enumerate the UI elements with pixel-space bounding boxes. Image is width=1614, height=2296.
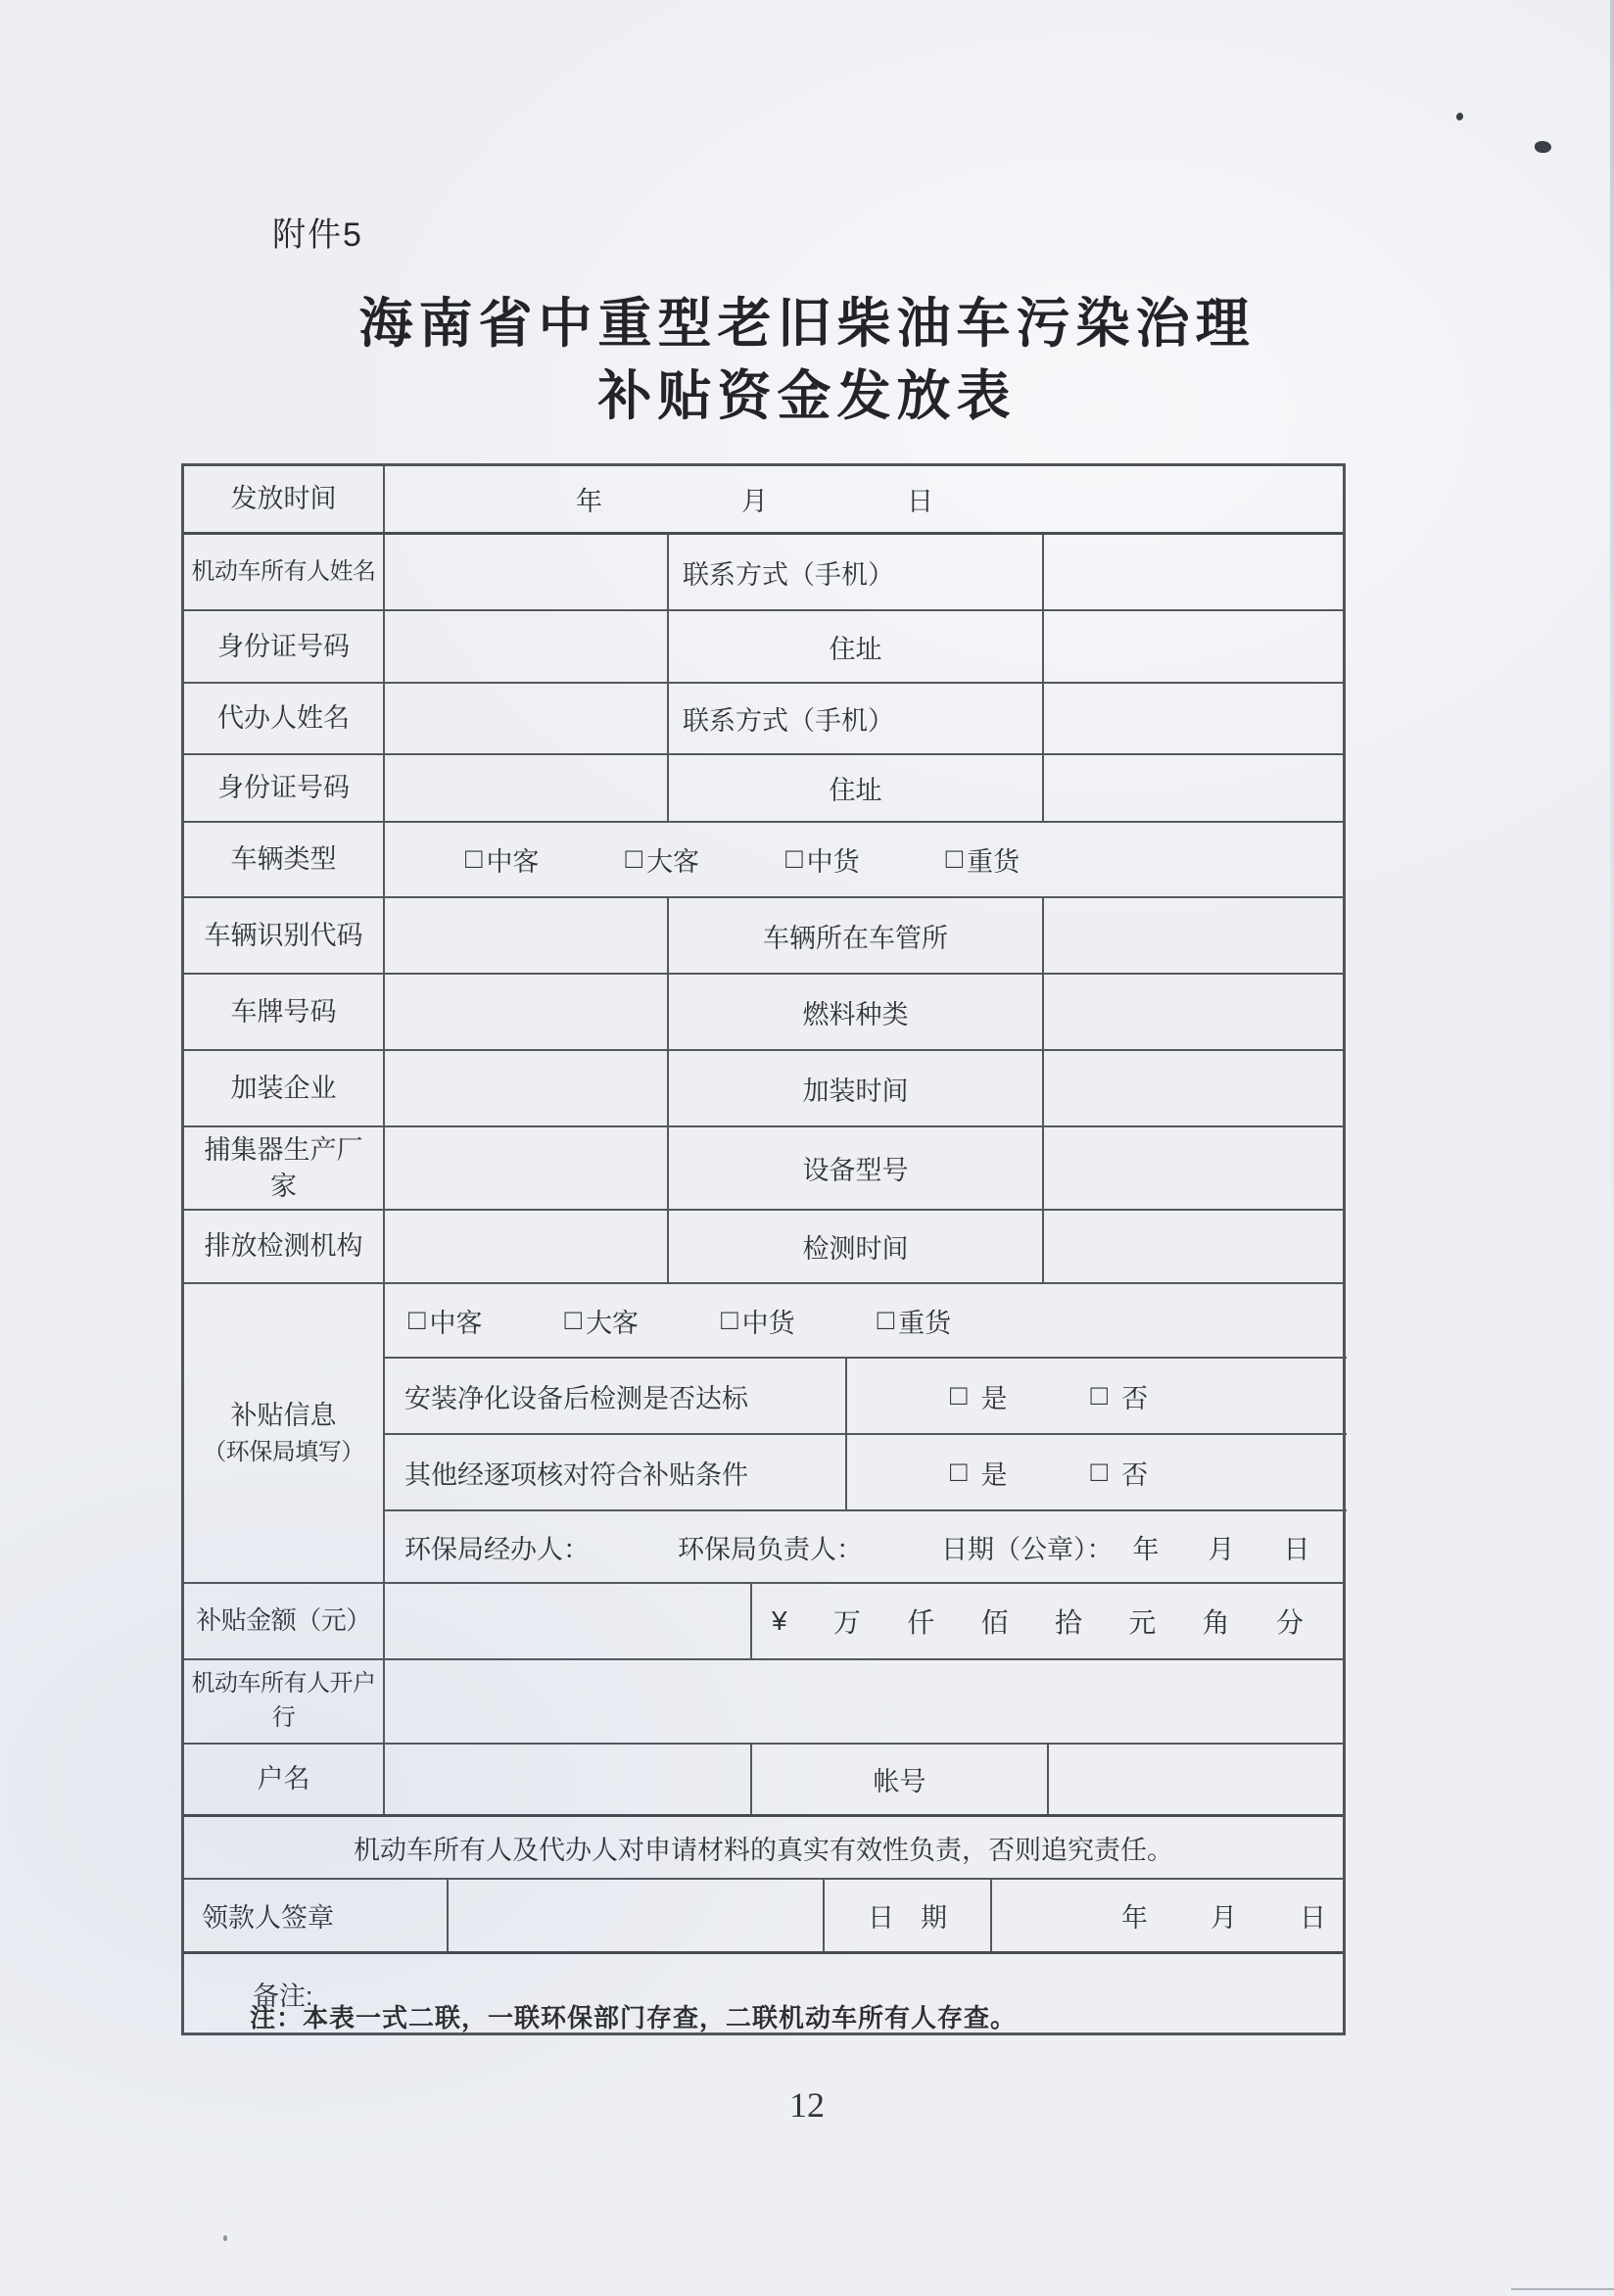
scan-speck [223, 2235, 227, 2241]
subsidy-amount-input-cell [385, 1584, 752, 1658]
row-owner-name [184, 535, 1343, 611]
subsidy-info-label [184, 1284, 385, 1582]
subsidy-info-label-line1: 补贴信息 [230, 1400, 337, 1430]
retrofit-company-label: 加装企业 [184, 1051, 385, 1125]
emission-agency-input-cell [385, 1211, 669, 1282]
month-label: 月 [1210, 1903, 1237, 1933]
row-issue-time [184, 466, 1343, 535]
row-retrofit-company [184, 1051, 1343, 1127]
fuel-type-label: 燃料种类 [669, 975, 1044, 1049]
checkbox-icon: □ [721, 1304, 738, 1336]
checkbox-option [1091, 1454, 1149, 1492]
agent-id-input-cell [385, 755, 669, 821]
checkbox-icon: □ [1090, 1379, 1109, 1411]
row-bank [184, 1660, 1343, 1745]
checkbox-option [565, 1302, 640, 1340]
subsidy-check2-row [385, 1435, 1347, 1511]
bank-input-cell [385, 1660, 1349, 1743]
form-footnote: 注：本表一式二联，一联环保部门存查，二联机动车所有人存查。 [250, 2003, 1018, 2033]
checkbox-option [721, 1302, 795, 1340]
device-model-label: 设备型号 [669, 1127, 1044, 1209]
owner-id-input-cell [385, 611, 669, 682]
row-account [184, 1745, 1343, 1817]
unit-qian: 仟 [907, 1607, 935, 1638]
payee-signature-label: 领款人签章 [184, 1880, 449, 1951]
row-trap-maker [184, 1127, 1343, 1211]
month-label: 月 [1208, 1534, 1235, 1564]
trap-maker-input-cell [385, 1127, 669, 1209]
emission-agency-label: 排放检测机构 [184, 1211, 385, 1282]
agent-name-input-cell [385, 684, 669, 753]
scan-speck [1535, 141, 1551, 153]
checkbox-option-label: 重货 [967, 847, 1021, 877]
epa-handler-label: 环保局经办人： [404, 1534, 590, 1564]
day-label: 日 [907, 487, 933, 516]
row-declaration [184, 1817, 1343, 1880]
issue-time-label: 发放时间 [184, 466, 385, 532]
checkbox-option [950, 1454, 1008, 1492]
retrofit-time-label: 加装时间 [669, 1051, 1044, 1125]
checkbox-option-label: 大客 [646, 847, 700, 877]
checkbox-icon: □ [465, 843, 483, 875]
no-label: 否 [1121, 1459, 1149, 1490]
trap-maker-label-line1: 捕集器生产厂 [204, 1135, 363, 1166]
checkbox-option-label: 大客 [586, 1308, 640, 1338]
subsidy-amount-digits-cell [752, 1584, 1349, 1658]
checkbox-option [408, 1302, 483, 1340]
row-subsidy-info-group [184, 1284, 1343, 1584]
checkbox-option-label: 中货 [806, 847, 860, 877]
row-signature [184, 1880, 1343, 1954]
vin-label: 车辆识别代码 [184, 898, 385, 973]
row-vin [184, 898, 1343, 975]
yes-label: 是 [980, 1459, 1008, 1490]
checkbox-icon: □ [950, 1456, 968, 1488]
checkbox-option-label: 中货 [741, 1308, 795, 1338]
row-agent-name [184, 684, 1343, 755]
unit-fen: 分 [1275, 1607, 1304, 1638]
subsidy-info-label-line2: （环保局填写） [203, 1439, 364, 1466]
subsidy-vehicle-options [385, 1284, 1347, 1357]
owner-address-input-cell [1044, 611, 1344, 682]
subsidy-check1-row [385, 1359, 1347, 1435]
vehicle-office-input-cell [1044, 898, 1344, 973]
month-label: 月 [741, 487, 768, 516]
subsidy-officials-cell [385, 1511, 1347, 1582]
owner-contact-input-cell [1044, 535, 1344, 609]
row-plate [184, 975, 1343, 1051]
owner-name-label: 机动车所有人姓名 [184, 535, 385, 609]
account-number-label: 帐号 [752, 1745, 1049, 1814]
retrofit-company-input-cell [385, 1051, 669, 1125]
trap-maker-label-line2: 家 [270, 1171, 297, 1201]
year-label: 年 [1121, 1903, 1148, 1933]
account-number-input-cell [1049, 1745, 1349, 1814]
day-label: 日 [1300, 1903, 1326, 1933]
row-owner-id [184, 611, 1343, 684]
attachment-label: 附件5 [272, 216, 363, 254]
checkbox-option [465, 840, 540, 879]
yes-label: 是 [980, 1383, 1008, 1413]
checkbox-option-label: 中客 [429, 1308, 483, 1338]
checkbox-icon: □ [1090, 1456, 1109, 1488]
scan-speck [1455, 112, 1464, 121]
signature-date-input-cell [992, 1880, 1343, 1951]
account-name-label: 户名 [184, 1745, 385, 1814]
account-name-input-cell [385, 1745, 752, 1814]
checkbox-option [950, 1377, 1008, 1415]
row-emission-agency [184, 1211, 1343, 1284]
unit-shi: 拾 [1054, 1607, 1082, 1638]
plate-input-cell [385, 975, 669, 1049]
checkbox-icon: □ [408, 1304, 426, 1336]
checkbox-icon: □ [877, 1304, 895, 1336]
unit-bai: 佰 [980, 1607, 1009, 1638]
checkbox-icon: □ [625, 843, 643, 875]
scan-edge-artifact [1610, 0, 1614, 1332]
vehicle-office-label: 车辆所在车管所 [669, 898, 1044, 973]
bank-label-line2: 行 [271, 1704, 296, 1731]
page-number: 12 [789, 2085, 825, 2125]
emission-time-label: 检测时间 [669, 1211, 1044, 1282]
day-label: 日 [1283, 1534, 1310, 1564]
retrofit-time-input-cell [1044, 1051, 1344, 1125]
checkbox-option-label: 中客 [486, 847, 540, 877]
row-subsidy-amount [184, 1584, 1343, 1660]
subsidy-check1-label: 安装净化设备后检测是否达标 [385, 1359, 847, 1433]
owner-name-input-cell [385, 535, 669, 609]
checkbox-option [1091, 1377, 1149, 1415]
subsidy-amount-label: 补贴金额（元） [184, 1584, 385, 1658]
scan-edge-artifact [1511, 2288, 1614, 2290]
checkbox-icon: □ [950, 1379, 968, 1411]
agent-contact-input-cell [1044, 684, 1344, 753]
issue-time-value-cell [385, 466, 1349, 532]
checkbox-option [626, 840, 700, 879]
vehicle-type-label: 车辆类型 [184, 823, 385, 896]
epa-director-label: 环保局负责人： [678, 1534, 863, 1564]
year-label: 年 [1132, 1534, 1160, 1564]
subsidy-vehicle-type-row [385, 1284, 1347, 1359]
subsidy-form-table [181, 463, 1346, 2035]
vehicle-type-options [385, 823, 1349, 896]
unit-jiao: 角 [1202, 1607, 1230, 1638]
agent-contact-label: 联系方式（手机） [669, 684, 1044, 753]
subsidy-check1-options [847, 1359, 1347, 1433]
signature-date-label: 日 期 [825, 1880, 992, 1951]
checkbox-icon: □ [945, 843, 964, 875]
checkbox-option [946, 840, 1021, 879]
owner-contact-label: 联系方式（手机） [669, 535, 1044, 609]
form-title-line1: 海南省中重型老旧柴油车污染治理 [358, 293, 1256, 354]
declaration-text: 机动车所有人及代办人对申请材料的真实有效性负责，否则追究责任。 [354, 1835, 1173, 1865]
agent-name-label: 代办人姓名 [184, 684, 385, 753]
subsidy-check2-options [847, 1435, 1347, 1509]
agent-address-input-cell [1044, 755, 1344, 821]
form-title-line2: 补贴资金发放表 [597, 365, 1017, 426]
emission-time-input-cell [1044, 1211, 1344, 1282]
epa-date-label: 日期（公章）： [941, 1534, 1114, 1564]
year-label: 年 [576, 487, 602, 516]
agent-id-label: 身份证号码 [184, 755, 385, 821]
subsidy-info-body [385, 1284, 1347, 1582]
owner-id-label: 身份证号码 [184, 611, 385, 682]
checkbox-option [785, 840, 860, 879]
unit-yuan: 元 [1128, 1607, 1157, 1638]
vin-input-cell [385, 898, 669, 973]
row-agent-id [184, 755, 1343, 823]
checkbox-icon: □ [564, 1304, 583, 1336]
form-title [0, 287, 1614, 432]
trap-maker-label [184, 1127, 385, 1209]
plate-label: 车牌号码 [184, 975, 385, 1049]
remarks-label: 备注: [253, 1981, 313, 2011]
device-model-input-cell [1044, 1127, 1344, 1209]
subsidy-officials-row [385, 1511, 1347, 1582]
bank-label [184, 1660, 385, 1743]
unit-wan: 万 [832, 1607, 861, 1638]
agent-address-label: 住址 [669, 755, 1044, 821]
currency-symbol: ¥ [772, 1605, 787, 1636]
checkbox-option-label: 重货 [898, 1308, 952, 1338]
checkbox-icon: □ [785, 843, 803, 875]
payee-signature-input-cell [449, 1880, 825, 1951]
bank-label-line1: 机动车所有人开户 [191, 1670, 376, 1698]
owner-address-label: 住址 [669, 611, 1044, 682]
row-vehicle-type [184, 823, 1343, 898]
fuel-type-input-cell [1044, 975, 1344, 1049]
subsidy-check2-label: 其他经逐项核对符合补贴条件 [385, 1435, 847, 1509]
checkbox-option [878, 1302, 952, 1340]
no-label: 否 [1121, 1383, 1149, 1413]
